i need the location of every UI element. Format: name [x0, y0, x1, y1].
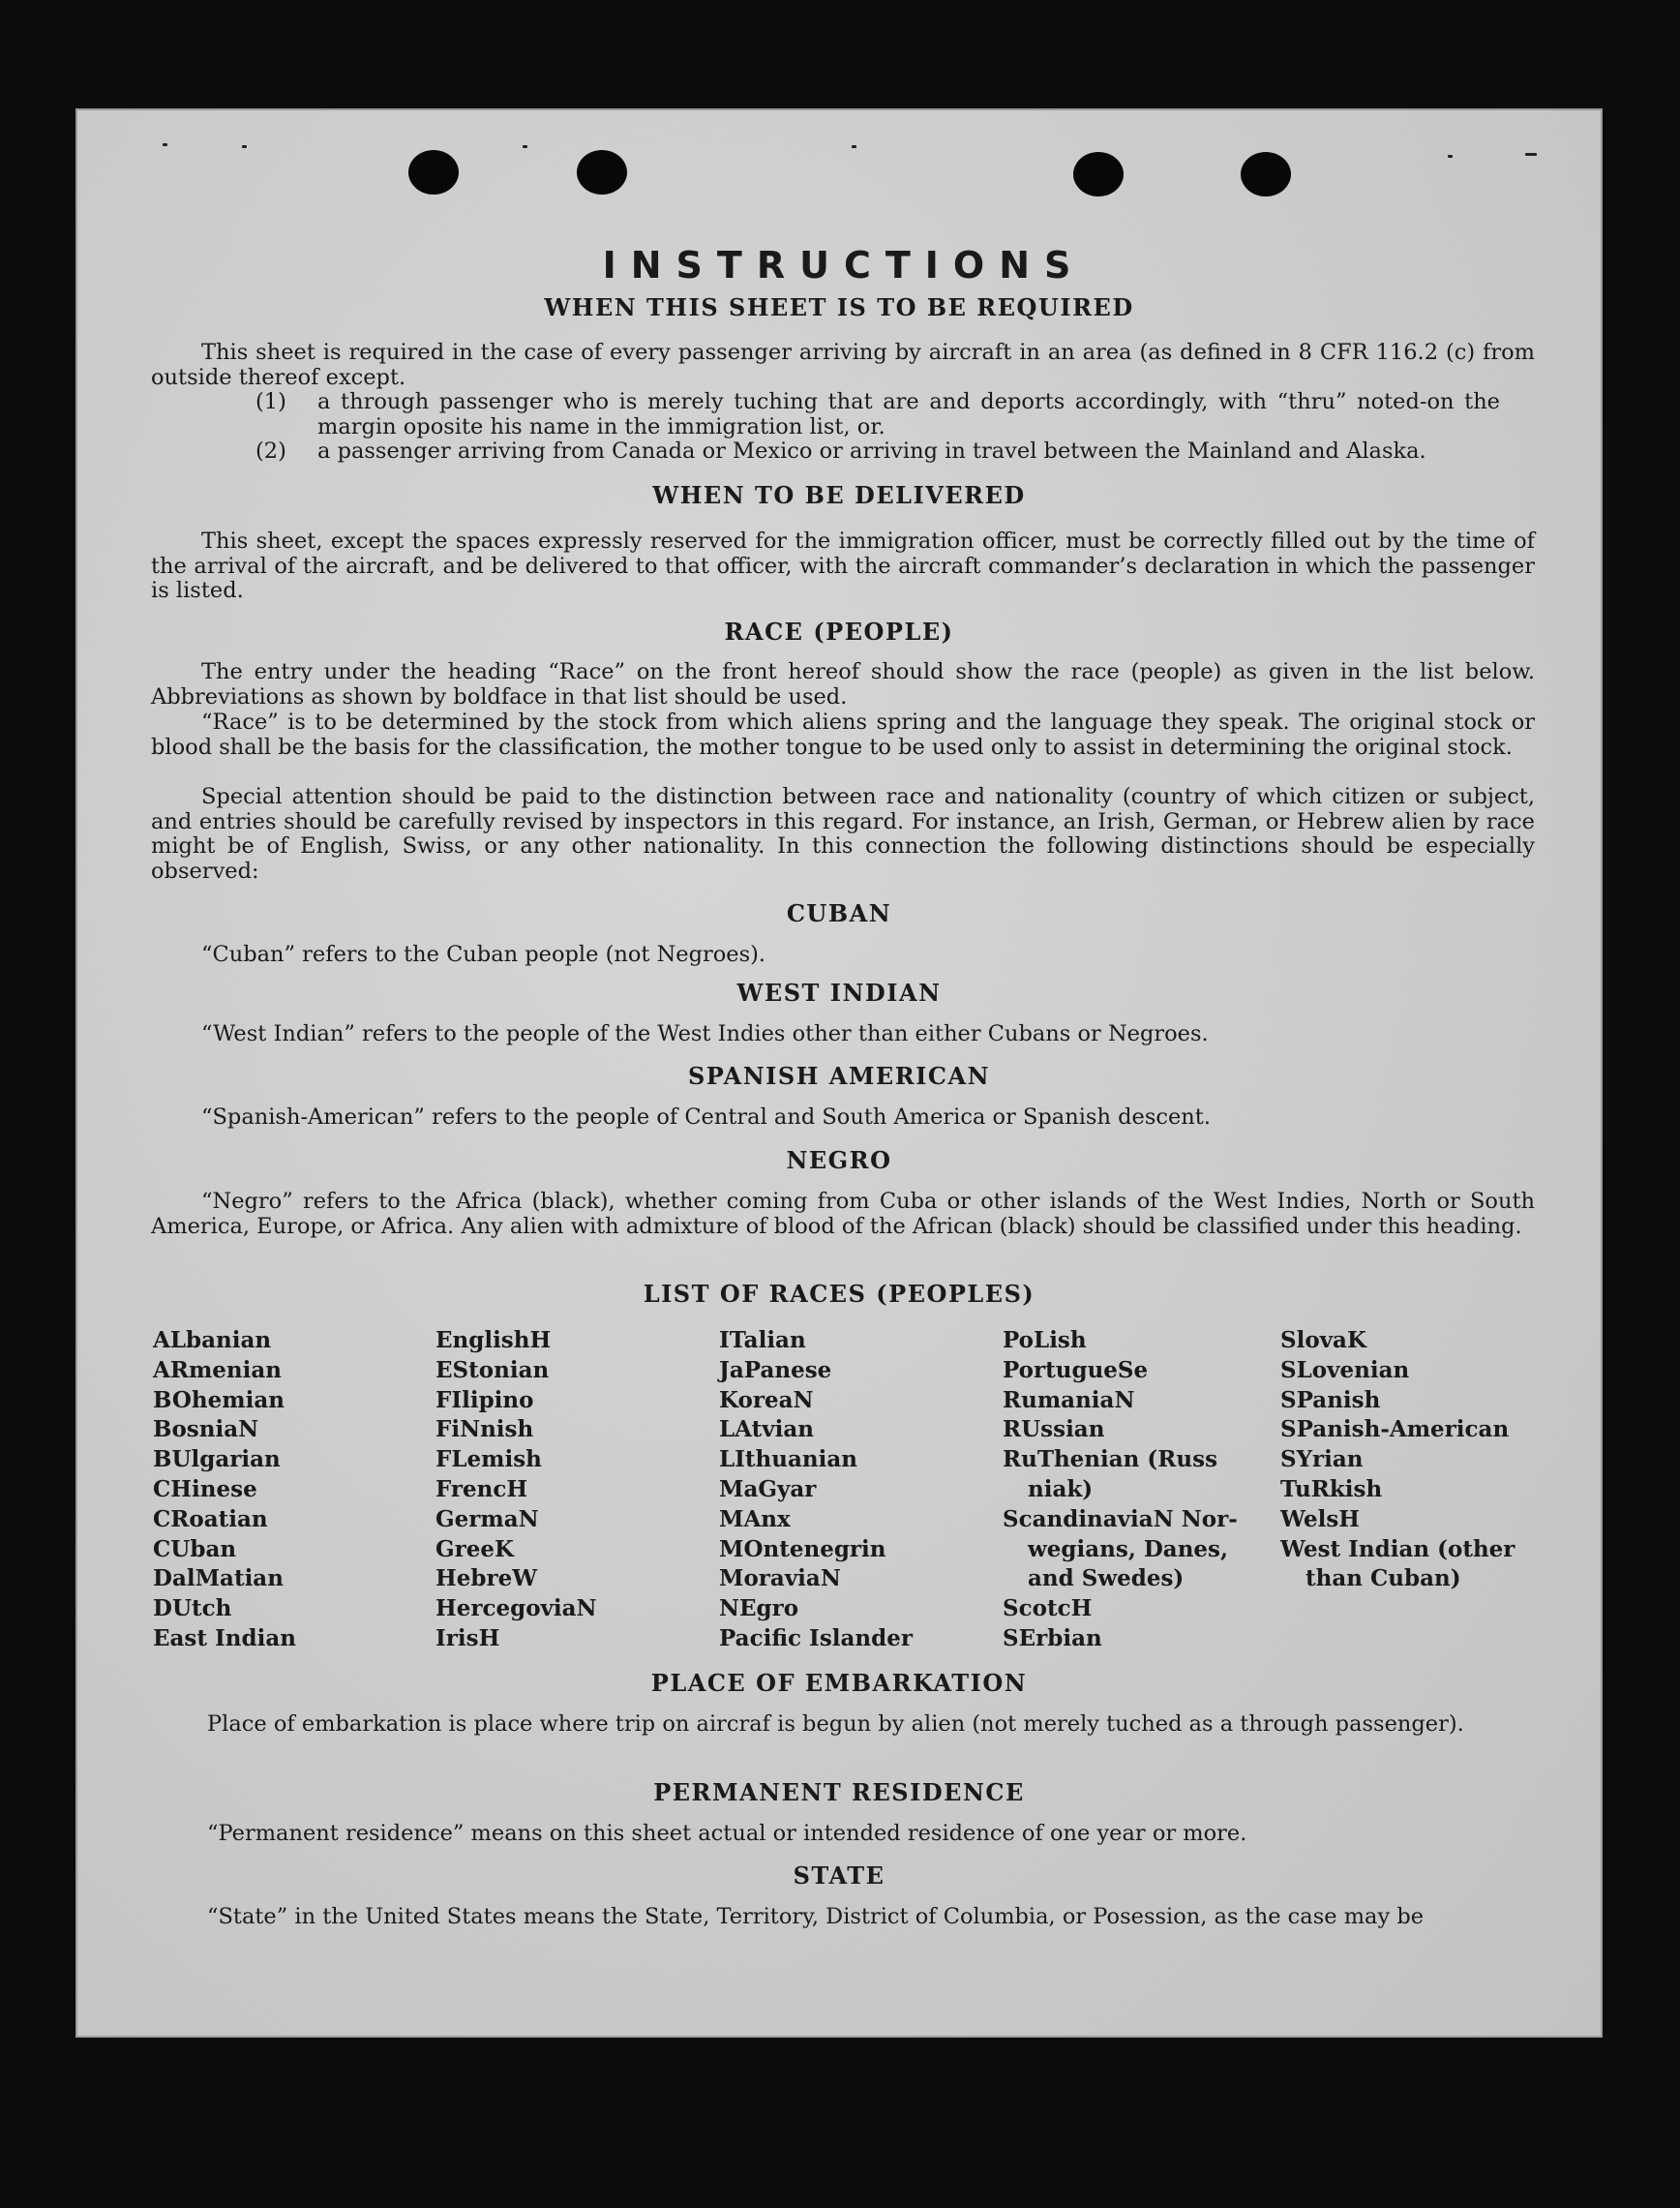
speck [242, 145, 247, 148]
punch-hole [1073, 152, 1124, 197]
race-entry-continuation: and Swedes) [1028, 1565, 1185, 1592]
section-heading-west-indian: WEST INDIAN [736, 979, 942, 1007]
race-entry: SPanish [1280, 1386, 1381, 1413]
section-heading-race: RACE (PEOPLE) [724, 618, 954, 646]
race-entry: RUssian [1003, 1416, 1105, 1443]
race-entry: DalMatian [153, 1565, 284, 1592]
negro-text: “Negro” refers to the Africa (black), whether coming from Cuba or other islands of the West Indies, North or South America, Europe, or Africa. Any alien with admixture of blood of the African (black) should be classified under this heading. [151, 1189, 1535, 1239]
race-entry: BUlgarian [153, 1446, 281, 1473]
race-entry: RumaniaN [1003, 1386, 1135, 1413]
item-number: (2) [255, 439, 286, 464]
race-entry: GermaN [435, 1505, 539, 1532]
punch-hole [577, 150, 627, 195]
race-entry: MoraviaN [719, 1565, 841, 1592]
section-heading-spanish-american: SPANISH AMERICAN [687, 1062, 991, 1090]
race-entry: SYrian [1280, 1446, 1364, 1473]
race-entry: MaGyar [719, 1475, 817, 1502]
race-entry: SPanish-American [1280, 1416, 1510, 1443]
race-entry: BosniaN [153, 1416, 259, 1443]
race-entry: East Indian [153, 1624, 296, 1651]
race-entry: HercegoviaN [435, 1595, 597, 1622]
race-entry: DUtch [153, 1595, 232, 1622]
race-entry: GreeK [435, 1535, 515, 1562]
spanish-american-text: “Spanish-American” refers to the people of Central and South America or Spanish descent. [201, 1104, 1211, 1130]
section-heading-negro: NEGRO [786, 1146, 892, 1174]
race-entry: JaPanese [719, 1356, 832, 1383]
race-entry: West Indian (other [1280, 1535, 1515, 1562]
race-entry: MAnx [719, 1505, 791, 1532]
when-delivered-text: This sheet, except the spaces expressly reserved for the immigration officer, must be correctly filled out by the time of the arrival of the aircraft, and be delivered to that officer, with the aircraft commander’s declaration in which the passenger is listed. [151, 529, 1535, 603]
page-title: INSTRUCTIONS [602, 244, 1086, 287]
item-text: a passenger arriving from Canada or Mexico or arriving in travel between the Mainland and Alaska. [317, 439, 1426, 464]
race-entry: CUban [153, 1535, 237, 1562]
race-entry: HebreW [435, 1565, 538, 1592]
race-entry: EnglishH [435, 1327, 552, 1353]
section-heading-state: STATE [793, 1861, 885, 1890]
section-heading-cuban: CUBAN [786, 899, 892, 927]
race-entry: SLovenian [1280, 1356, 1410, 1383]
cuban-text: “Cuban” refers to the Cuban people (not Negroes). [201, 942, 766, 967]
item-number: (1) [255, 389, 286, 414]
section-heading-residence: PERMANENT RESIDENCE [653, 1778, 1025, 1806]
race-entry: SlovaK [1280, 1327, 1366, 1353]
races-column-3 [719, 1326, 913, 1654]
section-heading-when-required: WHEN THIS SHEET IS TO BE REQUIRED [544, 293, 1134, 321]
race-entry: NEgro [719, 1595, 799, 1622]
speck [1448, 155, 1453, 158]
race-entry: ScotcH [1003, 1595, 1093, 1622]
residence-text: “Permanent residence” means on this sheet actual or intended residence of one year or more. [207, 1821, 1247, 1846]
races-column-2 [435, 1326, 597, 1654]
race-entry: ARmenian [153, 1356, 283, 1383]
race-entry: FLemish [435, 1446, 542, 1473]
section-heading-when-delivered: WHEN TO BE DELIVERED [652, 481, 1026, 509]
speck [852, 145, 856, 148]
race-entry: FIlipino [435, 1386, 534, 1413]
race-entry: LAtvian [719, 1416, 814, 1443]
item-text: a through passenger who is merely tuching that are and deports accordingly, with “thru” noted-on the margin oposite his name in the immigration list, or. [317, 389, 1500, 439]
race-entry: SErbian [1003, 1624, 1102, 1651]
race-entry: Pacific Islander [719, 1624, 913, 1651]
punch-hole [408, 150, 459, 195]
when-required-intro: This sheet is required in the case of every passenger arriving by aircraft in an area (as defined in 8 CFR 116.2 (c) from outside thereof except. [151, 340, 1535, 390]
speck [523, 145, 527, 148]
race-entry: WelsH [1280, 1505, 1361, 1532]
races-column-5 [1280, 1326, 1515, 1594]
race-entry: TuRkish [1280, 1475, 1383, 1502]
race-entry: CHinese [153, 1475, 257, 1502]
race-entry: FiNnish [435, 1416, 534, 1443]
race-entry: ALbanian [153, 1327, 272, 1353]
race-entry: IrisH [435, 1624, 500, 1651]
race-entry-continuation: than Cuban) [1305, 1565, 1461, 1592]
race-entry: LIthuanian [719, 1446, 857, 1473]
race-entry-continuation: wegians, Danes, [1028, 1535, 1228, 1562]
embarkation-text: Place of embarkation is place where trip on aircraf is begun by alien (not merely tuched as a through passenger). [207, 1711, 1464, 1737]
race-entry: PoLish [1003, 1327, 1087, 1353]
race-entry: RuThenian (Russ [1003, 1446, 1218, 1473]
race-entry: ITalian [719, 1327, 806, 1353]
race-entry: ScandinaviaN Nor- [1003, 1505, 1238, 1532]
race-entry: PortugueSe [1003, 1356, 1149, 1383]
document-sheet [75, 108, 1603, 2038]
race-paragraph-2: “Race” is to be determined by the stock from which aliens spring and the language they speak. The original stock or blood shall be the basis for the classification, the mother tongue to be used only to assist in determining the original stock. [151, 710, 1535, 760]
race-entry: CRoatian [153, 1505, 268, 1532]
speck [1525, 153, 1537, 156]
race-entry-continuation: niak) [1028, 1475, 1094, 1502]
race-entry: BOhemian [153, 1386, 285, 1413]
race-paragraph-3: Special attention should be paid to the distinction between race and nationality (country of which citizen or subject, and entries should be carefully revised by inspectors in this regard. For instance, an Irish, German, or Hebrew alien by race might be of English, Swiss, or any other nationality. In this connection the following distinctions should be especially observed: [151, 784, 1535, 884]
race-entry: EStonian [435, 1356, 550, 1383]
race-paragraph-1: The entry under the heading “Race” on the front hereof should show the race (people) as given in the list below. Abbreviations as shown by boldface in that list should be used. [151, 659, 1535, 710]
races-column-4 [1003, 1326, 1238, 1654]
punch-hole [1241, 152, 1291, 197]
races-column-1 [153, 1326, 296, 1654]
speck [163, 143, 167, 146]
state-text: “State” in the United States means the State, Territory, District of Columbia, or Posession, as the case may be [207, 1904, 1425, 1929]
race-entry: FrencH [435, 1475, 528, 1502]
section-heading-list-of-races: LIST OF RACES (PEOPLES) [643, 1280, 1035, 1308]
race-entry: MOntenegrin [719, 1535, 886, 1562]
west-indian-text: “West Indian” refers to the people of the West Indies other than either Cubans or Negroes. [201, 1021, 1209, 1046]
section-heading-embarkation: PLACE OF EMBARKATION [650, 1669, 1028, 1697]
race-entry: KoreaN [719, 1386, 814, 1413]
